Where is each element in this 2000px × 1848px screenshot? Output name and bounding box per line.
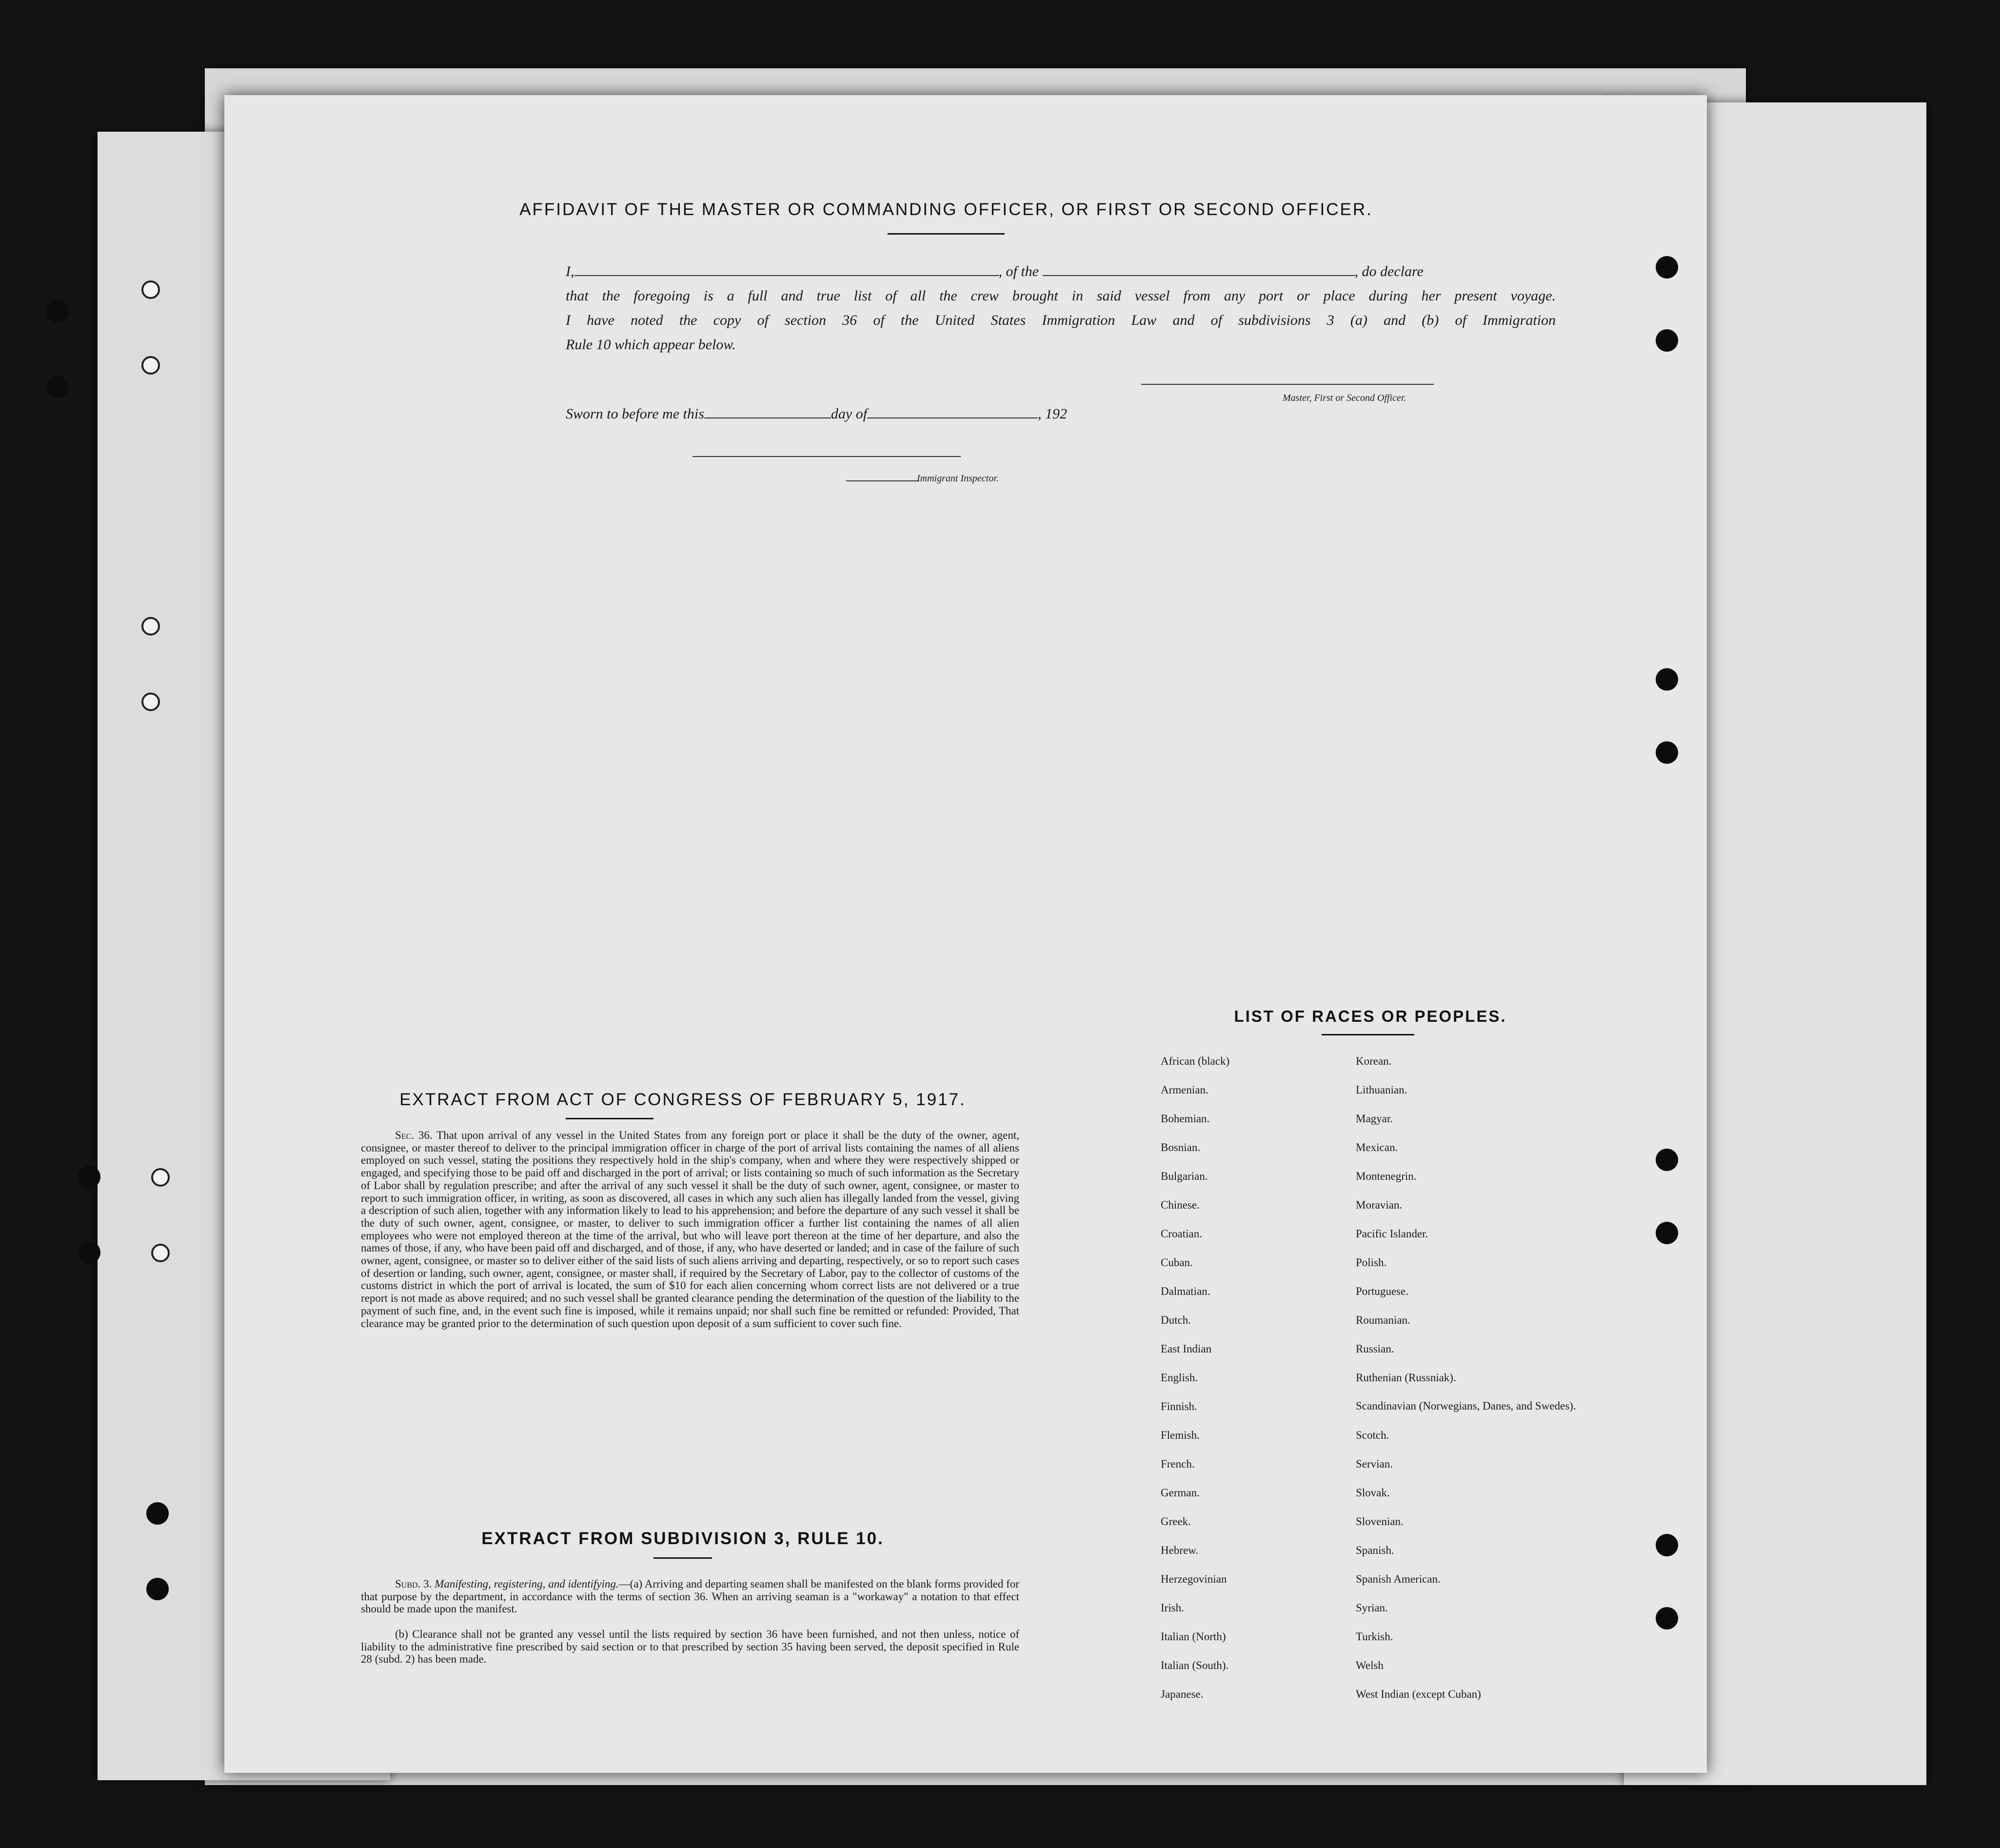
race-item: Finnish.	[1161, 1400, 1197, 1412]
race-item: Korean.	[1356, 1055, 1392, 1067]
master-signature-line[interactable]	[1141, 384, 1434, 385]
punch-hole	[151, 1244, 170, 1262]
punch-hole	[1656, 256, 1678, 278]
race-item: Hebrew.	[1161, 1544, 1199, 1556]
punch-hole	[146, 1502, 169, 1525]
rule-para-b: (b) Clearance shall not be granted any vessel until the lists required by section 36 have been furnished, and not then unless, notice of liability to the administrative fine prescribed by said section or to that prescribed by section 35 having been served, the deposit specified in Rule 28 (subd. 2) has been made.	[361, 1628, 1019, 1666]
inspector-short-line	[846, 480, 919, 481]
race-item: Russian.	[1356, 1343, 1394, 1355]
races-title: LIST OF RACES OR PEOPLES.	[1234, 1007, 1507, 1025]
sworn-prefix: Sworn to before me this	[566, 406, 704, 422]
race-item: Dutch.	[1161, 1314, 1191, 1326]
races-left-column	[1161, 1055, 1346, 1717]
race-item: Welsh	[1356, 1659, 1384, 1671]
race-item: Spanish.	[1356, 1544, 1394, 1556]
race-item: Bosnian.	[1161, 1141, 1201, 1153]
race-item: Irish.	[1161, 1602, 1184, 1614]
affidavit-page	[224, 95, 1707, 1773]
punch-hole	[78, 1166, 100, 1188]
race-item: Mexican.	[1356, 1141, 1398, 1153]
race-item: Moravian.	[1356, 1199, 1403, 1211]
sworn-line	[566, 406, 1067, 422]
race-item: African (black)	[1161, 1055, 1230, 1067]
inspector-label: Immigrant Inspector.	[917, 473, 999, 484]
punch-hole	[1656, 1149, 1678, 1171]
race-item: Herzegovinian	[1161, 1573, 1227, 1585]
race-item: Polish.	[1356, 1256, 1387, 1269]
race-item: Italian (North)	[1161, 1630, 1226, 1643]
act-title-underline	[566, 1118, 653, 1119]
race-item: Scandinavian (Norwegians, Danes, and Swedes).	[1356, 1400, 1576, 1412]
race-item: Roumanian.	[1356, 1314, 1410, 1326]
punch-hole	[78, 1241, 100, 1264]
race-item: West Indian (except Cuban)	[1356, 1688, 1481, 1700]
race-item: Flemish.	[1161, 1429, 1200, 1441]
declaration-line-1	[566, 263, 1424, 280]
vessel-blank[interactable]	[1043, 264, 1355, 276]
punch-hole	[141, 280, 160, 299]
race-item: Pacific Islander.	[1356, 1228, 1428, 1240]
race-item: French.	[1161, 1458, 1195, 1470]
rule-para-a-body: —(a) Arriving and departing seamen shall be manifested on the blank forms provided for that purpose by the department, in accordance with the terms of section 36. When an arriving seaman is a "workaway" a notation to that effect should be made upon the manifest.	[361, 1578, 1019, 1615]
punch-hole	[1656, 1222, 1678, 1244]
declaration-i: I,	[566, 263, 574, 279]
race-item: East Indian	[1161, 1343, 1212, 1355]
race-item: Syrian.	[1356, 1602, 1388, 1614]
race-item: Dalmatian.	[1161, 1285, 1210, 1297]
race-item: English.	[1161, 1371, 1198, 1384]
race-item: Servian.	[1356, 1458, 1393, 1470]
punch-hole	[46, 376, 69, 398]
declaration-line-4: Rule 10 which appear below.	[566, 337, 736, 353]
races-right-column	[1356, 1055, 1576, 1717]
punch-hole	[151, 1168, 170, 1187]
name-blank[interactable]	[574, 264, 999, 276]
section-36-text	[361, 1129, 1019, 1330]
rule-extract-title: EXTRACT FROM SUBDIVISION 3, RULE 10.	[481, 1529, 884, 1548]
race-item: Slovenian.	[1356, 1515, 1404, 1528]
punch-hole	[1656, 741, 1678, 764]
race-item: Scotch.	[1356, 1429, 1389, 1441]
race-item: Italian (South).	[1161, 1659, 1229, 1671]
declaration-line-2: that the foregoing is a full and true list of all the crew brought in said vessel from any port or place during her present voyage.	[566, 288, 1556, 304]
race-item: Chinese.	[1161, 1199, 1200, 1211]
race-item: Bohemian.	[1161, 1113, 1210, 1125]
race-item: Turkish.	[1356, 1630, 1393, 1643]
punch-hole	[141, 693, 160, 711]
section-36-label: Sec. 36.	[395, 1129, 433, 1141]
race-item: Croatian.	[1161, 1228, 1202, 1240]
subd-label: Subd. 3.	[395, 1578, 432, 1590]
section-36-body: That upon arrival of any vessel in the United States from any foreign port or place it shall be the duty of the owner, agent, consignee, or master thereof to deliver to the principal immigration officer in charge of the port of arrival lists containing the names of all aliens employed on such vessel, stating the positions they respectively hold in the ship's company, when and where they were respectively shipped or engaged, and specifying those to be paid off and discharged in the port of arrival; or lists containing so much of such information as the Secretary of Labor shall by regulation prescribe; and after the arrival of any such vessel it shall be the duty of such owner, agent, consignee, or master to report to such immigration officer, in writing, as soon as discovered, all cases in which any such alien has illegally landed from the vessel, giving a description of such alien, together with any information likely to lead to his apprehension; and before the departure of any such vessel it shall be the duty of such owner, agent, consignee, or master, to deliver to such immigration officer a further list containing the names of all alien employees who were not employed thereon at the time of the arrival, but who will leave port thereon at the time of her departure, and also the names of those, if any, who have been paid off and discharged, and of those, if any, who have deserted or landed; and in case of the failure of such owner, agent, consignee, or master so to deliver either of the said lists of such aliens arriving and departing, respectively, or so to report such cases of desertion or landing, such owner, agent, consignee, or master shall, if required by the Secretary of Labor, pay to the collector of customs of the customs district in which the port of arrival is located, the sum of $10 for each alien concerning whom correct lists are not delivered or a true report is not made as above required; and no such vessel shall be granted clearance pending the determination of the question of the liability to the payment of such fine, and, in the event such fine is imposed, while it remains unpaid; nor shall such fine be remitted or refunded: Provided, That clearance may be granted prior to the determination of such question upon deposit of a sum sufficient to cover such fine.	[361, 1129, 1019, 1330]
punch-hole	[46, 300, 69, 322]
punch-hole	[1656, 1607, 1678, 1629]
race-item: Slovak.	[1356, 1487, 1390, 1499]
race-item: Armenian.	[1161, 1084, 1208, 1096]
inspector-signature-line[interactable]	[693, 456, 961, 457]
declaration-line-3: I have noted the copy of section 36 of the United States Immigration Law and of subdivisions 3 (a) and (b) of Immigration	[566, 312, 1556, 328]
race-item: Lithuanian.	[1356, 1084, 1407, 1096]
master-signature-label: Master, First or Second Officer.	[1283, 393, 1406, 403]
punch-hole	[141, 356, 160, 375]
race-item: Magyar.	[1356, 1113, 1393, 1125]
race-item: Spanish American.	[1356, 1573, 1441, 1585]
punch-hole	[146, 1578, 169, 1600]
title-underline	[888, 233, 1005, 235]
race-item: Cuban.	[1161, 1256, 1193, 1269]
race-item: Ruthenian (Russniak).	[1356, 1371, 1456, 1384]
declaration-of: , of the	[998, 263, 1039, 279]
sworn-day-of: day of	[831, 406, 868, 422]
declaration-declare: , do declare	[1354, 263, 1424, 279]
sworn-year: , 192	[1038, 406, 1068, 422]
race-item: Japanese.	[1161, 1688, 1204, 1700]
punch-hole	[1656, 329, 1678, 352]
race-item: German.	[1161, 1487, 1200, 1499]
sworn-day-blank[interactable]	[704, 407, 831, 418]
punch-hole	[1656, 1534, 1678, 1556]
race-item: Bulgarian.	[1161, 1170, 1208, 1182]
punch-hole	[141, 617, 160, 636]
sworn-month-blank[interactable]	[867, 407, 1038, 418]
race-item: Greek.	[1161, 1515, 1191, 1528]
affidavit-title: AFFIDAVIT OF THE MASTER OR COMMANDING OFFICER, OR FIRST OR SECOND OFFICER.	[519, 200, 1373, 219]
race-item: Montenegrin.	[1356, 1170, 1417, 1182]
punch-hole	[1656, 668, 1678, 691]
subd-heading: Manifesting, registering, and identifying.	[435, 1578, 619, 1590]
rule-para-a	[361, 1578, 1019, 1615]
race-item: Portuguese.	[1356, 1285, 1408, 1297]
rule-title-underline	[653, 1557, 712, 1559]
act-extract-title: EXTRACT FROM ACT OF CONGRESS OF FEBRUARY 5, 1917.	[399, 1090, 966, 1109]
races-title-underline	[1322, 1034, 1414, 1035]
